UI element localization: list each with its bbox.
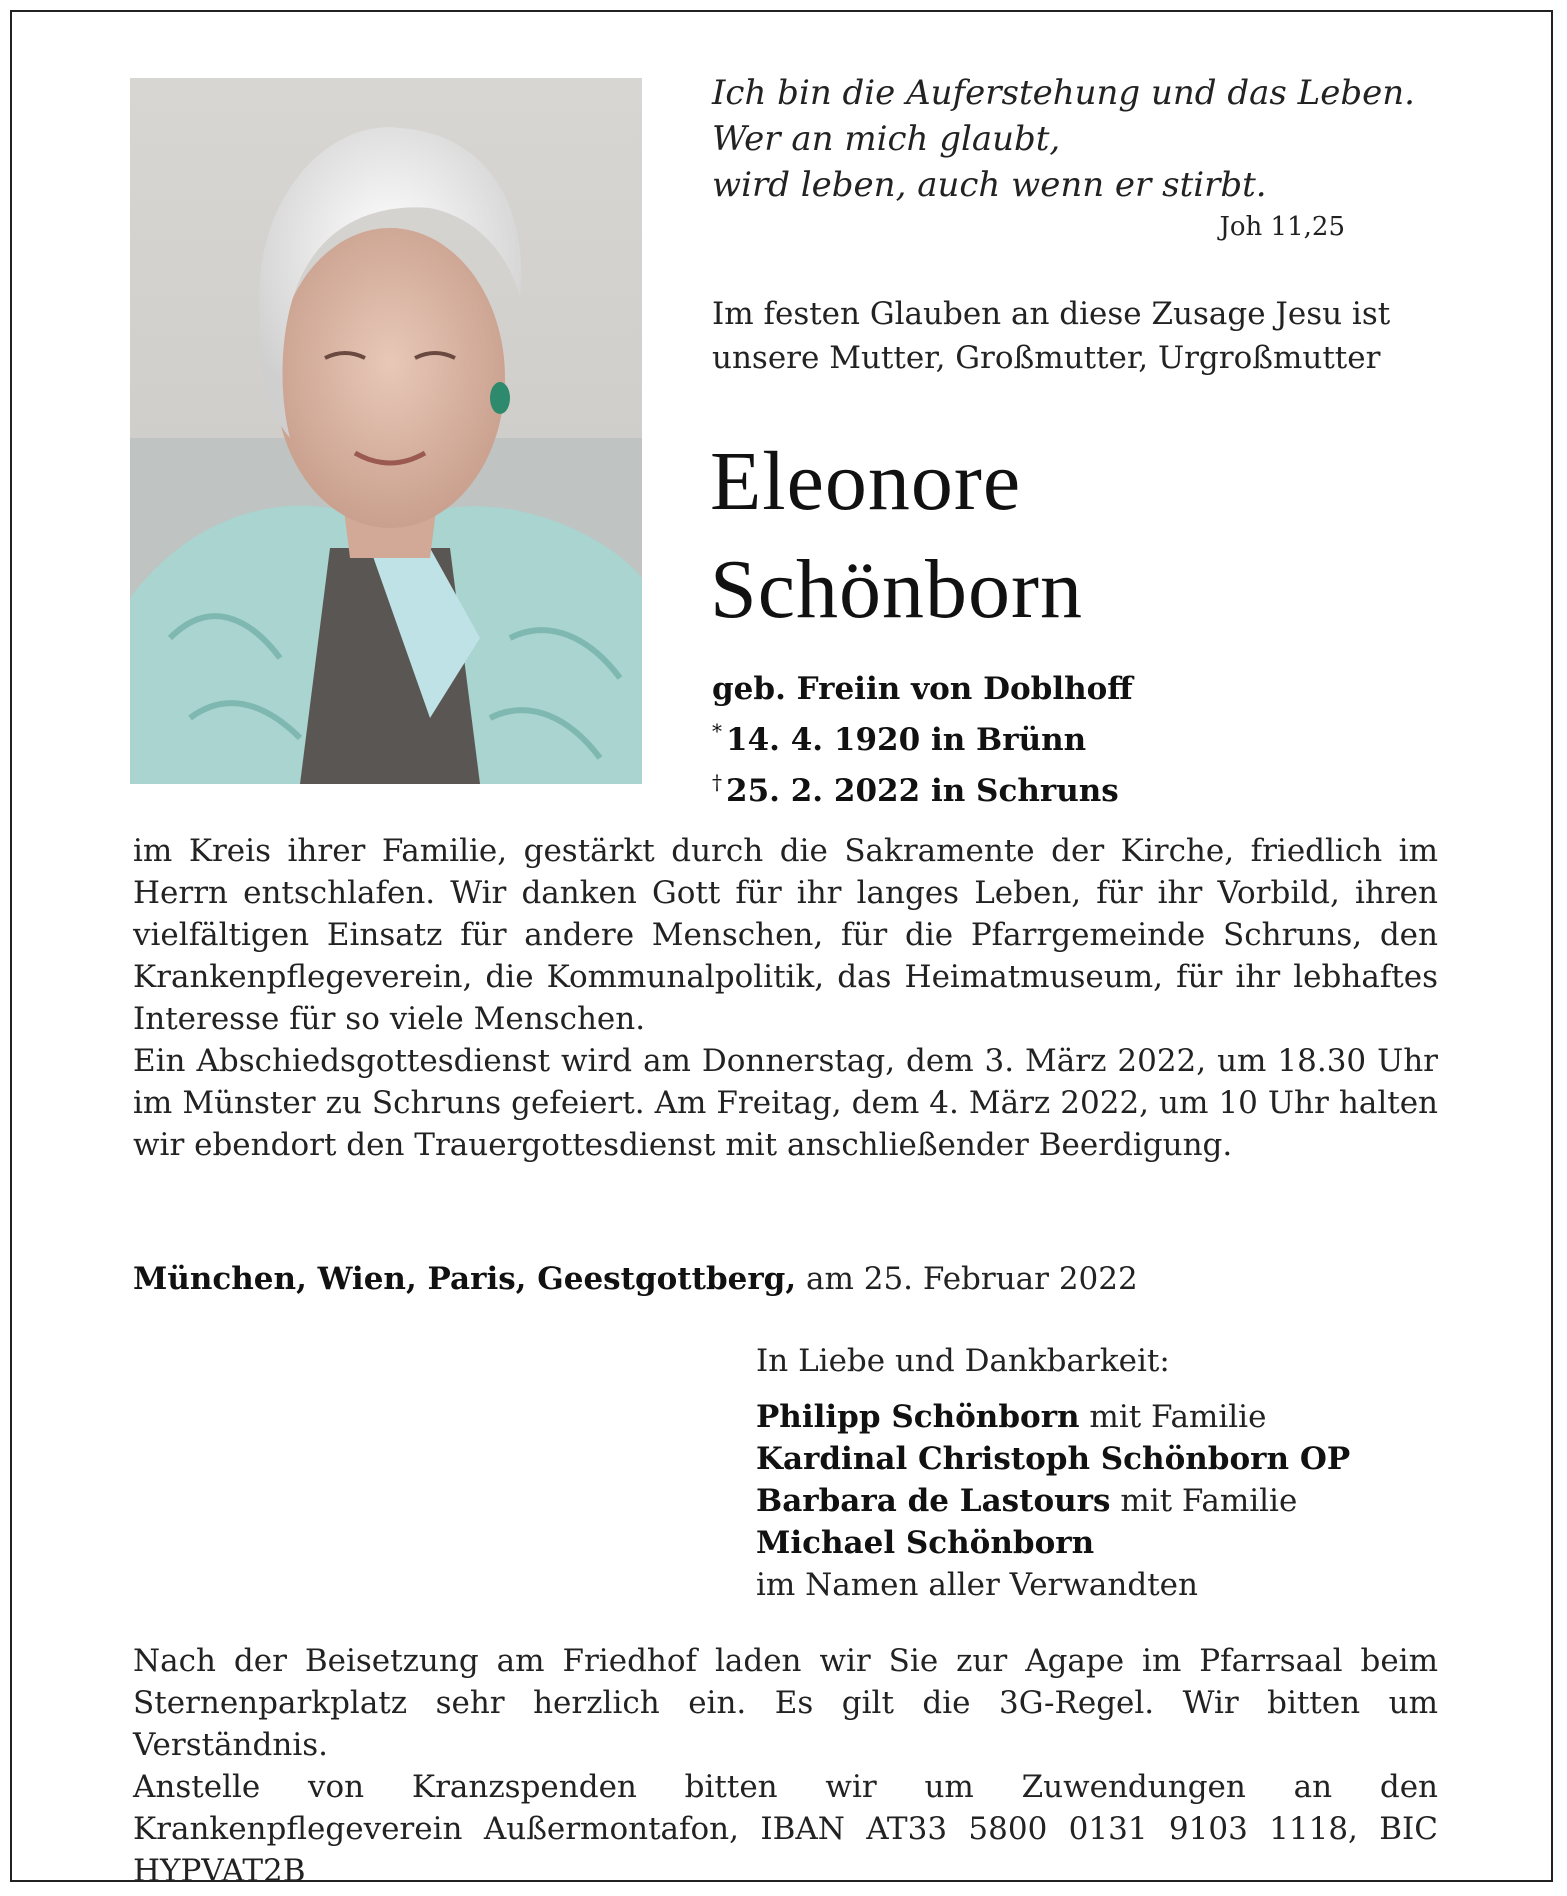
mourner-name: Philipp Schönborn [756,1399,1080,1435]
last-name: Schönborn [710,543,1083,636]
mourner-row [756,1396,1350,1438]
intro-text [712,292,1390,380]
mourners-heading: In Liebe und Dankbarkeit: [756,1343,1170,1379]
birth-line [712,710,1133,761]
body-paragraph: Ein Abschiedsgottesdienst wird am Donnerstag, dem 3. März 2022, um 18.30 Uhr im Münster zu Schruns gefeiert. Am Freitag, dem 4. März 2022, um 10 Uhr halten wir ebendort den Trauergottesdienst mit anschließender Beerdigung. [133,1043,1438,1163]
death-date-place: 25. 2. 2022 in Schruns [726,773,1119,809]
intro-line: Im festen Glauben an diese Zusage Jesu ist [712,296,1391,332]
deceased-name [710,428,1083,644]
main-text [133,830,1438,1166]
mourner-name: Michael Schönborn [756,1525,1095,1561]
mourner-name: Barbara de Lastours [756,1483,1111,1519]
birth-star-icon: * [712,719,722,743]
birth-date-place: 14. 4. 1920 in Brünn [726,722,1087,758]
mourners-block [756,1340,1350,1606]
mourners-closing: im Namen aller Verwandten [756,1567,1198,1603]
mourner-suffix: mit Familie [1089,1399,1267,1435]
life-dates [712,668,1133,812]
footer-paragraph: Nach der Beisetzung am Friedhof laden wir Sie zur Agape im Pfarrsaal beim Sternenparkplatz sehr herzlich ein. Es gilt die 3G-Regel. Wir bitten um Verständnis. [133,1643,1438,1763]
mourner-suffix: mit Familie [1120,1483,1298,1519]
mourner-row [756,1438,1350,1480]
footer-paragraph: Anstelle von Kranzspenden bitten wir um Zuwendungen an den Krankenpflegeverein Außermontafon, IBAN AT33 5800 0131 9103 1118, BIC HYPVAT2B [133,1769,1438,1889]
mourner-name: Kardinal Christoph Schönborn OP [756,1441,1351,1477]
intro-line: unsere Mutter, Großmutter, Urgroßmutter [712,340,1381,376]
quote-line: Ich bin die Auferstehung und das Leben. [712,73,1415,113]
bible-quote [712,70,1415,208]
mourner-row [756,1480,1350,1522]
place-date-line [133,1258,1138,1300]
quote-line: wird leben, auch wenn er stirbt. [712,165,1267,205]
first-name: Eleonore [710,435,1022,528]
death-cross-icon: † [712,770,722,794]
quote-line: Wer an mich glaubt, [712,119,1061,159]
birth-name: geb. Freiin von Doblhoff [712,671,1133,707]
notice-date: am 25. Februar 2022 [806,1261,1138,1297]
mourner-row [756,1522,1350,1564]
portrait-photo [130,78,642,784]
death-line [712,761,1133,812]
quote-reference: Joh 11,25 [1219,212,1345,242]
body-paragraph: im Kreis ihrer Familie, gestärkt durch die Sakramente der Kirche, friedlich im Herrn entschlafen. Wir danken Gott für ihr langes Leben, für ihr Vorbild, ihren vielfältigen Einsatz für andere Menschen, für die Pfarrgemeinde Schruns, den Krankenpflegeverein, die Kommunalpolitik, das Heimatmuseum, für ihr lebhaftes Interesse für so viele Menschen. [133,833,1438,1037]
footer-text [133,1640,1438,1892]
places: München, Wien, Paris, Geestgottberg, [133,1261,797,1297]
